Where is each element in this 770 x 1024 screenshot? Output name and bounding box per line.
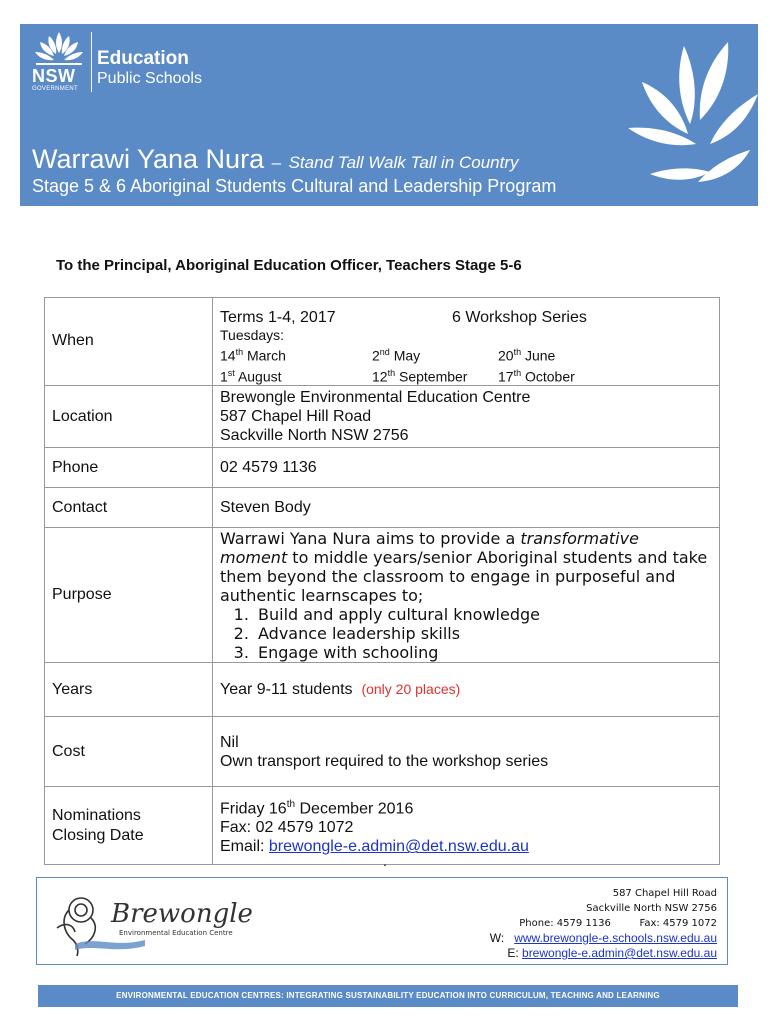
table-row-years (45, 663, 720, 717)
email-link[interactable]: brewongle-e.admin@det.nsw.edu.au (268, 838, 529, 856)
footer-address-line: 587 Chapel Hill Road (612, 888, 717, 899)
table-row-phone (45, 448, 720, 488)
workshop-date: 12th September (372, 367, 468, 385)
nominations-label (45, 787, 213, 865)
public-schools-logo-text: Public Schools (97, 70, 202, 87)
page-title (32, 144, 519, 175)
purpose-list (220, 605, 711, 662)
nominations-label-line: Closing Date (52, 826, 144, 844)
education-logo-text: Education (97, 48, 189, 69)
purpose-label: Purpose (45, 528, 213, 663)
phone-label: Phone (45, 448, 213, 488)
nominations-label-line: Nominations (52, 806, 141, 824)
footer-contact-box (36, 877, 728, 965)
terms-text: Terms 1-4, 2017 (220, 309, 336, 326)
tuesdays-label: Tuesdays: (220, 327, 285, 343)
years-value (213, 663, 720, 717)
cost-value (213, 717, 720, 787)
waratah-petals-decoration-icon (580, 24, 758, 206)
footer-web-link[interactable]: www.brewongle-e.schools.nsw.edu.au (514, 931, 717, 945)
when-label: When (45, 298, 213, 386)
closing-date: Friday 16th December 2016 (220, 799, 414, 818)
location-line: Sackville North NSW 2756 (220, 427, 409, 445)
brewongle-logo-text: Brewongle (111, 899, 253, 929)
location-line: Brewongle Environmental Education Centre (220, 389, 531, 407)
brewongle-logo-subtext: Environmental Education Centre (119, 929, 233, 937)
footer-phone-fax (490, 916, 717, 931)
footer-fax: Fax: 4579 1072 (639, 918, 717, 929)
program-info-table (44, 297, 720, 865)
table-row-location (45, 386, 720, 448)
years-text: Year 9-11 students (220, 681, 353, 699)
email-line: Email: brewongle-e.admin@det.nsw.edu.au (220, 838, 529, 856)
table-row-cost (45, 717, 720, 787)
when-value (213, 298, 720, 386)
footer-contact-details (490, 886, 717, 961)
workshop-date: 14th March (220, 347, 286, 364)
workshop-date: 20th June (498, 347, 556, 364)
table-row-when (45, 298, 720, 386)
location-line: 587 Chapel Hill Road (220, 408, 372, 426)
program-tagline: Stand Tall Walk Tall in Country (288, 153, 519, 172)
workshop-date: 1st August (220, 367, 282, 385)
purpose-value (213, 528, 720, 663)
footer-address-line: Sackville North NSW 2756 (586, 903, 717, 914)
table-row-contact (45, 488, 720, 528)
program-name: Warrawi Yana Nura (32, 144, 265, 174)
cost-label: Cost (45, 717, 213, 787)
separator-dot: . (383, 853, 387, 869)
government-logo-text: GOVERNMENT (32, 86, 79, 92)
table-row-purpose (45, 528, 720, 663)
cost-line: Own transport required to the workshop series (220, 752, 549, 770)
workshop-dates (220, 344, 719, 385)
nominations-value (213, 787, 720, 865)
footer-email-line: E: brewongle-e.admin@det.nsw.edu.au (507, 946, 717, 960)
footer-email-link[interactable]: brewongle-e.admin@det.nsw.edu.au (522, 946, 717, 960)
phone-value: 02 4579 1136 (213, 448, 720, 488)
list-item: 2. Advance leadership skills (254, 624, 711, 643)
table-row-nominations (45, 787, 720, 865)
footer-phone: Phone: 4579 1136 (519, 918, 611, 929)
contact-label: Contact (45, 488, 213, 528)
list-item: 1. Build and apply cultural knowledge (254, 605, 711, 624)
page-subtitle: Stage 5 & 6 Aboriginal Students Cultural and Leadership Program (32, 176, 557, 196)
footer-web-line: W: www.brewongle-e.schools.nsw.edu.au (489, 931, 717, 945)
series-text: 6 Workshop Series (452, 309, 587, 326)
workshop-date: 17th October (498, 367, 575, 385)
workshop-date: 2nd May (372, 347, 421, 364)
waratah-logo-icon (32, 30, 87, 68)
location-label: Location (45, 386, 213, 448)
years-label: Years (45, 663, 213, 717)
fax-number: Fax: 02 4579 1072 (220, 819, 354, 837)
title-dash: – (271, 153, 282, 172)
bottom-banner: ENVIRONMENTAL EDUCATION CENTRES: INTEGRATING SUSTAINABILITY EDUCATION INTO CURRICULUM, TEACHING AND LEARNING (38, 985, 738, 1007)
list-item: 3. Engage with schooling (254, 643, 711, 662)
location-value (213, 386, 720, 448)
addressee-line: To the Principal, Aboriginal Education Officer, Teachers Stage 5-6 (56, 257, 522, 274)
logo-divider (91, 32, 92, 92)
cost-line: Nil (220, 733, 239, 751)
header-banner (20, 24, 758, 206)
contact-value: Steven Body (213, 488, 720, 528)
places-note: (only 20 places) (361, 681, 461, 698)
brewongle-logo-icon (55, 888, 300, 958)
purpose-intro: Warrawi Yana Nura aims to provide a transformative moment to middle years/senior Aboriginal students and take them beyond the classroom to engage in purposeful and authentic learnscapes to; (220, 529, 708, 606)
nsw-logo-text: NSW (32, 66, 76, 86)
